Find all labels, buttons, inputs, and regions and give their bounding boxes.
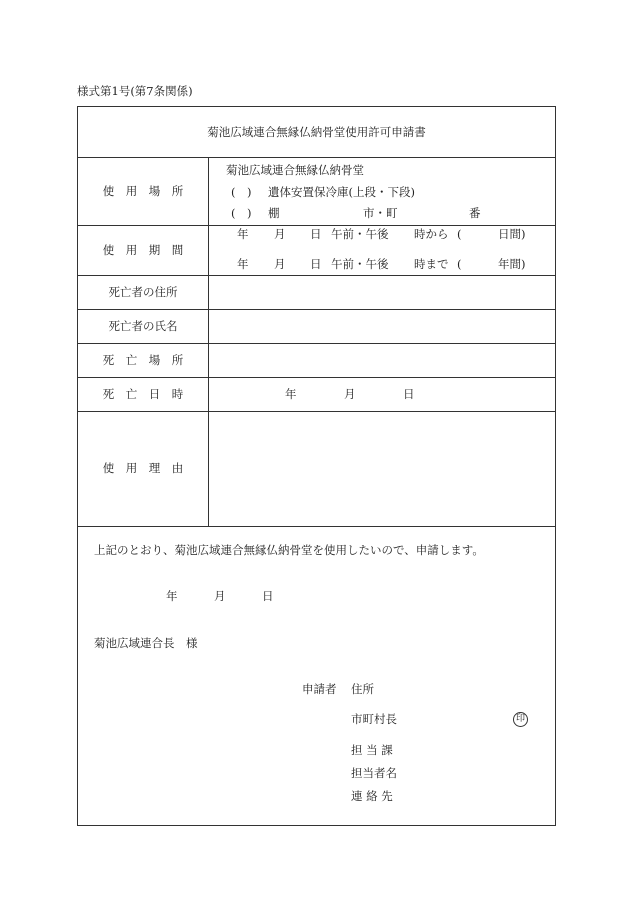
- location-option-bracket[interactable]: ( ): [231, 185, 252, 199]
- divider: [78, 411, 555, 412]
- application-date-day: 日: [262, 589, 274, 603]
- application-date-month: 月: [214, 589, 226, 603]
- period-label: 使 用 期 間: [102, 243, 184, 257]
- applicant-section: 担 当 課: [351, 743, 393, 757]
- applicant-address: 住所: [351, 682, 374, 696]
- form-reference: 様式第1号(第7条関係): [77, 84, 193, 98]
- deceased-name-label: 死亡者の氏名: [108, 319, 178, 333]
- location-option-bracket[interactable]: ( ): [231, 206, 252, 220]
- period-start-month: 月: [274, 227, 286, 241]
- death-date-day: 日: [403, 387, 415, 401]
- death-date-label: 死 亡 日 時: [102, 387, 184, 401]
- period-years-unit: 年間): [498, 257, 526, 271]
- location-city: 市・町: [363, 206, 398, 220]
- period-end-paren: (: [457, 257, 462, 271]
- divider: [78, 275, 555, 276]
- period-start-year: 年: [237, 227, 249, 241]
- location-shelf: 棚: [268, 206, 280, 220]
- death-place-label: 死 亡 場 所: [102, 353, 184, 367]
- period-start-paren: (: [457, 227, 462, 241]
- application-date-year: 年: [166, 589, 178, 603]
- period-days-unit: 日間): [498, 227, 526, 241]
- declaration-text: 上記のとおり、菊池広域連合無縁仏納骨堂を使用したいので、申請します。: [94, 543, 484, 557]
- column-divider: [208, 157, 209, 526]
- location-cold-storage: 遺体安置保冷庫(上段・下段): [268, 185, 415, 199]
- seal-mark: 印: [513, 712, 528, 727]
- period-end-ampm: 午前・午後: [331, 257, 389, 271]
- divider: [78, 225, 555, 226]
- death-date-year: 年: [285, 387, 297, 401]
- period-start-day: 日: [310, 227, 322, 241]
- death-date-month: 月: [344, 387, 356, 401]
- divider: [78, 309, 555, 310]
- period-end-day: 日: [310, 257, 322, 271]
- divider: [78, 526, 555, 527]
- applicant-person: 担当者名: [351, 766, 397, 780]
- location-label: 使 用 場 所: [102, 184, 184, 198]
- divider: [78, 157, 555, 158]
- form-title: 菊池広域連合無縁仏納骨堂使用許可申請書: [207, 125, 426, 139]
- divider: [78, 377, 555, 378]
- location-number: 番: [469, 206, 481, 220]
- period-start-time: 時から: [414, 227, 449, 241]
- period-end-year: 年: [237, 257, 249, 271]
- applicant-label: 申請者: [302, 682, 337, 696]
- applicant-contact: 連 絡 先: [351, 789, 393, 803]
- period-end-time: 時まで: [414, 257, 449, 271]
- deceased-address-label: 死亡者の住所: [108, 285, 178, 299]
- period-end-month: 月: [274, 257, 286, 271]
- location-facility: 菊池広域連合無縁仏納骨堂: [226, 163, 364, 177]
- application-form: [77, 106, 556, 826]
- addressee: 菊池広域連合長 様: [94, 636, 198, 650]
- reason-label: 使 用 理 由: [102, 461, 184, 475]
- period-start-ampm: 午前・午後: [331, 227, 389, 241]
- applicant-mayor: 市町村長: [351, 712, 397, 726]
- divider: [78, 343, 555, 344]
